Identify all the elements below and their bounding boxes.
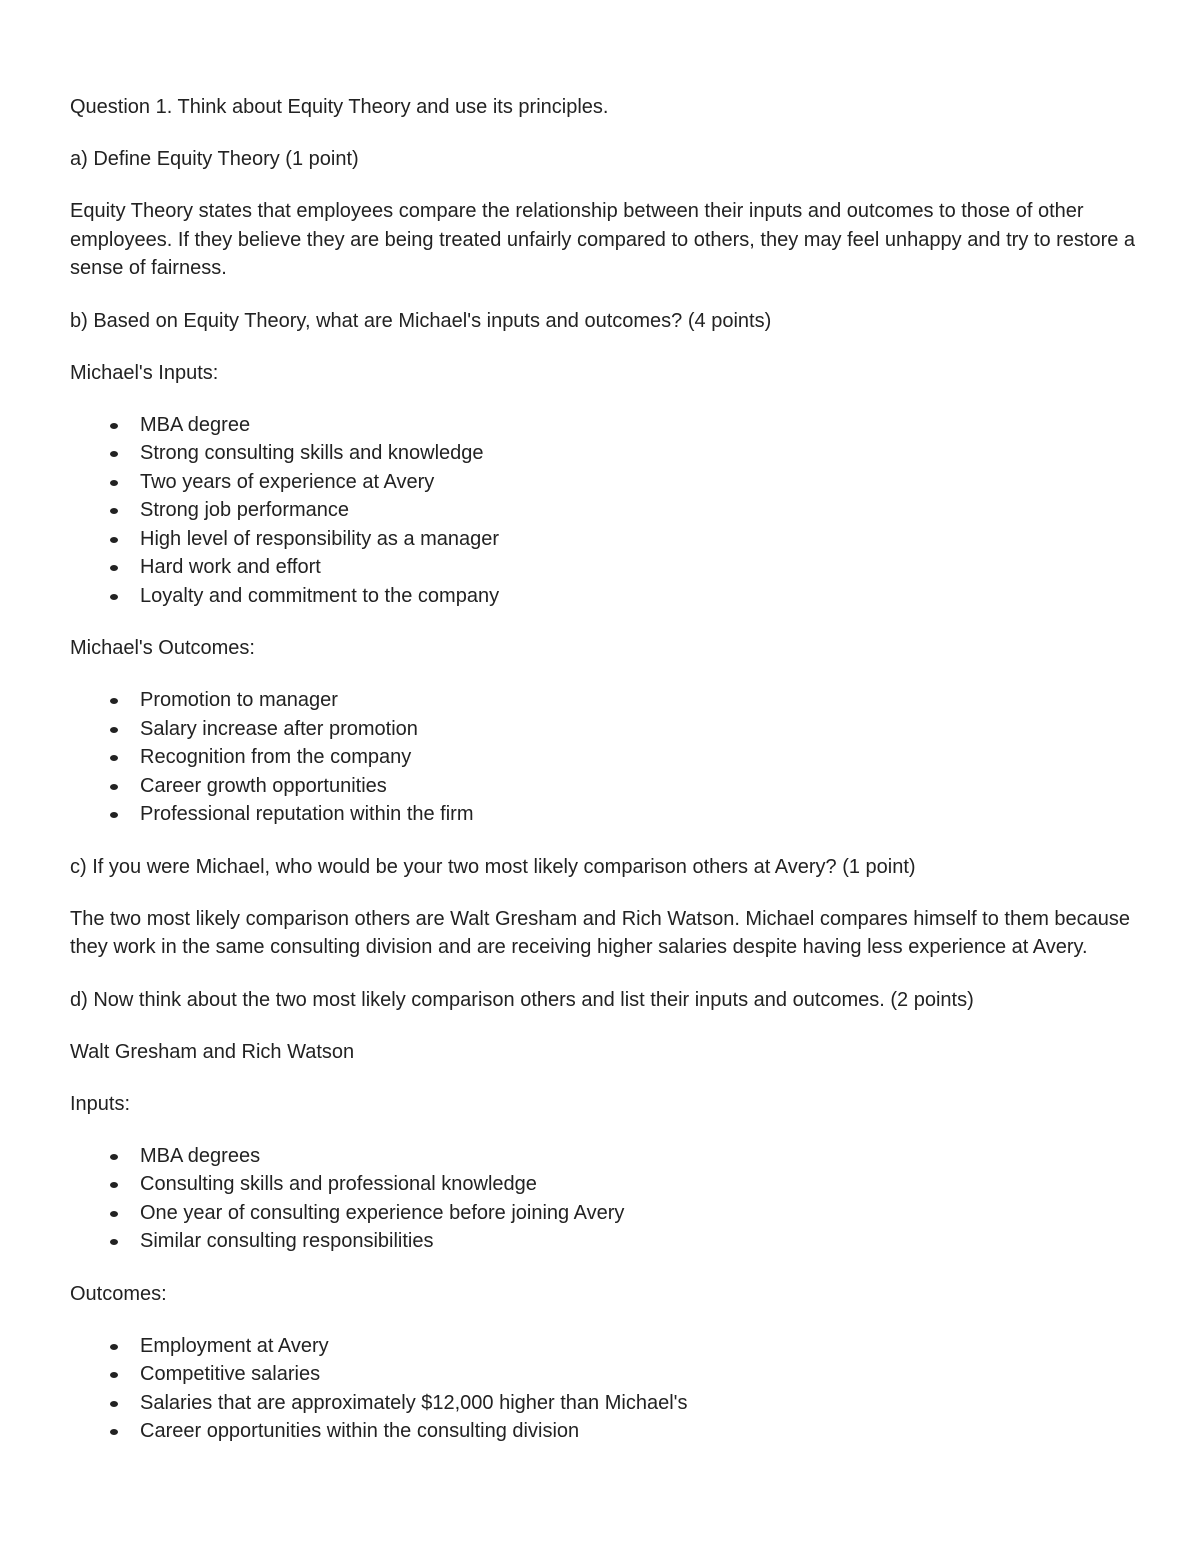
list-item [70, 1227, 1140, 1256]
list-item-text: Strong job performance [140, 499, 350, 521]
list-item [70, 1142, 1140, 1171]
comparison-inputs-list [70, 1142, 1140, 1256]
list-item [70, 468, 1140, 497]
list-item [70, 1332, 1140, 1361]
list-item-text: High level of responsibility as a manager [140, 527, 500, 550]
list-item-text: Consulting skills and professional knowledge [140, 1173, 537, 1195]
list-item-text: One year of consulting experience before joining Avery [140, 1201, 625, 1224]
part-a-prompt: a) Define Equity Theory (1 point) [70, 148, 359, 170]
bullet-icon [110, 1344, 118, 1350]
bullet-icon [110, 537, 118, 543]
bullet-icon [110, 565, 118, 571]
list-item [70, 1360, 1140, 1389]
bullet-icon [110, 1401, 118, 1407]
list-item [70, 800, 1140, 829]
bullet-icon [110, 698, 118, 704]
list-item [70, 743, 1140, 772]
list-item [70, 686, 1140, 715]
bullet-icon [110, 812, 118, 818]
comparison-names: Walt Gresham and Rich Watson [70, 1040, 355, 1063]
bullet-icon [110, 480, 118, 486]
list-item [70, 772, 1140, 801]
list-item-text: MBA degrees [140, 1144, 261, 1167]
list-item-text: Career opportunities within the consulting division [140, 1420, 580, 1442]
bullet-icon [110, 508, 118, 514]
part-b-prompt: b) Based on Equity Theory, what are Michael's inputs and outcomes? (4 points) [70, 309, 772, 332]
part-a-answer: Equity Theory states that employees compare the relationship between their inputs and outcomes to those of other employees. If they believe they are being treated unfairly compared to others, they may feel unhappy and try to restore a sense of fairness. [70, 200, 1136, 279]
list-item-text: Employment at Avery [140, 1334, 329, 1357]
bullet-icon [110, 784, 118, 790]
bullet-icon [110, 1429, 118, 1435]
list-item [70, 496, 1140, 525]
bullet-icon [110, 1154, 118, 1160]
list-item-text: Career growth opportunities [140, 774, 387, 797]
bullet-icon [110, 1182, 118, 1188]
list-item [70, 525, 1140, 554]
list-item-text: Promotion to manager [140, 689, 338, 711]
bullet-icon [110, 423, 118, 429]
bullet-icon [110, 1239, 118, 1245]
part-c-answer: The two most likely comparison others are Walt Gresham and Rich Watson. Michael compares himself to them because they work in the same consulting division and are receiving higher salaries despite having less experience at Avery. [70, 907, 1131, 958]
list-item-text: Hard work and effort [140, 556, 321, 578]
list-item [70, 1170, 1140, 1199]
comparison-inputs-label: Inputs: [70, 1092, 131, 1115]
list-item [70, 582, 1140, 611]
part-c-prompt: c) If you were Michael, who would be your two most likely comparison others at Avery? (1 point) [70, 855, 916, 878]
list-item-text: Two years of experience at Avery [140, 470, 435, 493]
list-item [70, 715, 1140, 744]
list-item [70, 439, 1140, 468]
michael-outcomes-label: Michael's Outcomes: [70, 637, 255, 659]
list-item-text: Salary increase after promotion [140, 717, 418, 740]
list-item-text: Strong consulting skills and knowledge [140, 442, 484, 464]
list-item-text: Similar consulting responsibilities [140, 1230, 434, 1252]
list-item-text: Professional reputation within the firm [140, 803, 474, 825]
question-title: Question 1. Think about Equity Theory and use its principles. [70, 96, 609, 118]
comparison-outcomes-list [70, 1332, 1140, 1446]
michael-inputs-list [70, 411, 1140, 611]
bullet-icon [110, 727, 118, 733]
list-item [70, 411, 1140, 440]
bullet-icon [110, 1211, 118, 1217]
michael-outcomes-list [70, 686, 1140, 829]
list-item-text: Competitive salaries [140, 1363, 321, 1385]
list-item [70, 1417, 1140, 1446]
bullet-icon [110, 594, 118, 600]
list-item [70, 1389, 1140, 1418]
part-d-prompt: d) Now think about the two most likely comparison others and list their inputs and outcomes. (2 points) [70, 988, 974, 1011]
list-item-text: Salaries that are approximately $12,000 higher than Michael's [140, 1391, 688, 1414]
bullet-icon [110, 1372, 118, 1378]
list-item-text: Recognition from the company [140, 746, 412, 768]
comparison-outcomes-label: Outcomes: [70, 1282, 167, 1305]
bullet-icon [110, 451, 118, 457]
list-item [70, 1199, 1140, 1228]
list-item-text: MBA degree [140, 413, 251, 436]
bullet-icon [110, 755, 118, 761]
list-item [70, 553, 1140, 582]
list-item-text: Loyalty and commitment to the company [140, 584, 500, 607]
document-page [70, 93, 1140, 1470]
michael-inputs-label: Michael's Inputs: [70, 361, 219, 384]
